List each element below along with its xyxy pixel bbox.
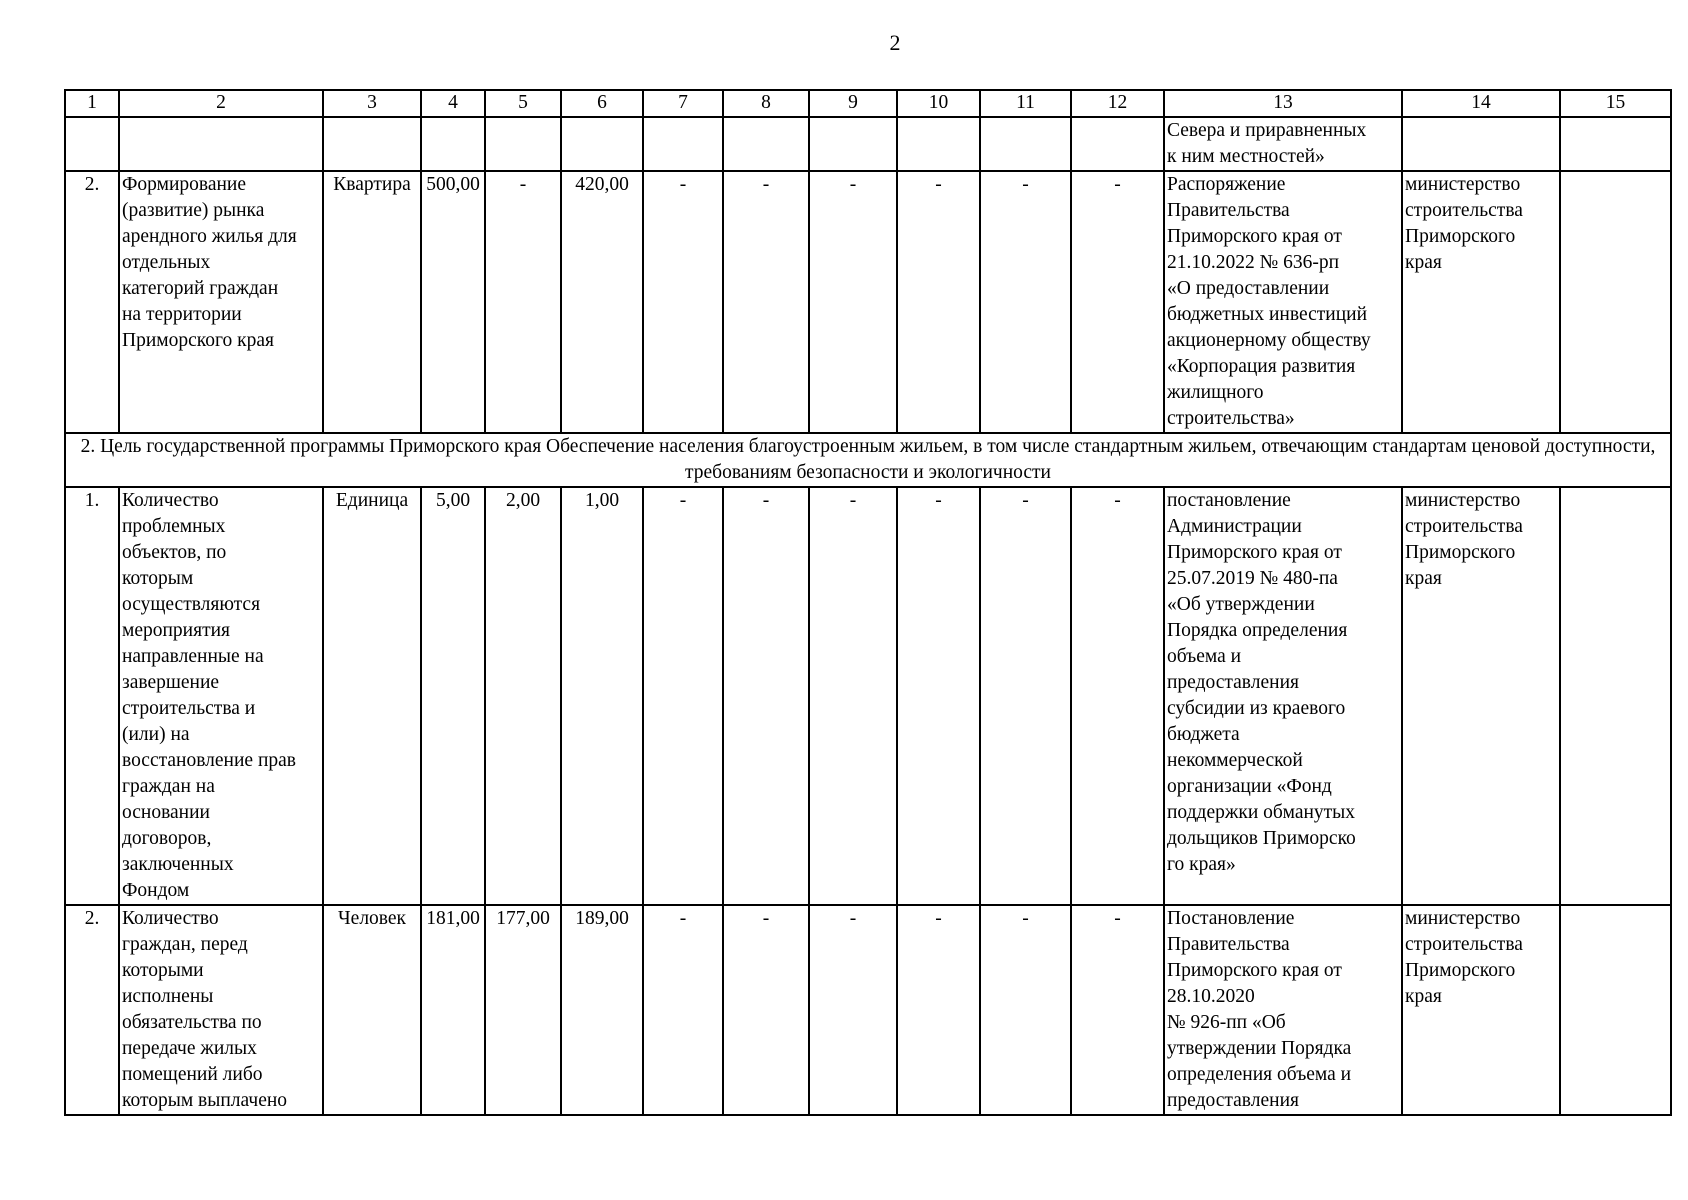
value-cell: - (1071, 905, 1164, 1115)
header-cell: 14 (1402, 90, 1560, 117)
header-cell: 7 (643, 90, 723, 117)
header-cell: 6 (561, 90, 643, 117)
header-cell: 2 (119, 90, 323, 117)
table-cell (897, 117, 980, 171)
table-cell (1560, 487, 1671, 905)
header-cell: 15 (1560, 90, 1671, 117)
value-cell: - (485, 171, 561, 433)
table-cell (1402, 117, 1560, 171)
row-number: 1. (65, 487, 119, 905)
unit-cell: Человек (323, 905, 421, 1115)
table-header-row (65, 90, 1671, 117)
value-cell: - (980, 171, 1071, 433)
goal-row (65, 433, 1671, 487)
value-cell: 177,00 (485, 905, 561, 1115)
value-cell: - (723, 171, 809, 433)
table-cell (485, 117, 561, 171)
table-cell (65, 117, 119, 171)
value-cell: - (897, 171, 980, 433)
value-cell: - (643, 487, 723, 905)
table-cell (421, 117, 485, 171)
value-cell: - (980, 487, 1071, 905)
header-cell: 9 (809, 90, 897, 117)
value-cell: - (809, 171, 897, 433)
header-cell: 8 (723, 90, 809, 117)
table-cell (1560, 905, 1671, 1115)
table-cell (723, 117, 809, 171)
responsible-cell: министерство строительства Приморского края (1402, 905, 1560, 1115)
table-cell (1071, 117, 1164, 171)
unit-cell: Единица (323, 487, 421, 905)
table-row (65, 905, 1671, 1115)
legal-basis-cell: Севера и приравненных к ним местностей» (1164, 117, 1402, 171)
value-cell: - (643, 905, 723, 1115)
table-cell (1560, 117, 1671, 171)
legal-basis-cell: Распоряжение Правительства Приморского края от 21.10.2022 № 636-рп «О предоставлении бюджетных инвестиций акционерному обществу «Корпорация развития жилищного строительства» (1164, 171, 1402, 433)
header-cell: 10 (897, 90, 980, 117)
value-cell: 5,00 (421, 487, 485, 905)
table-cell (119, 117, 323, 171)
value-cell: 2,00 (485, 487, 561, 905)
value-cell: - (809, 487, 897, 905)
responsible-cell: министерство строительства Приморского края (1402, 171, 1560, 433)
header-cell: 4 (421, 90, 485, 117)
value-cell: - (809, 905, 897, 1115)
table-row (65, 171, 1671, 433)
value-cell: - (1071, 487, 1164, 905)
row-number: 2. (65, 171, 119, 433)
header-cell: 5 (485, 90, 561, 117)
value-cell: - (1071, 171, 1164, 433)
value-cell: 181,00 (421, 905, 485, 1115)
indicators-table (64, 89, 1672, 1116)
continuation-row (65, 117, 1671, 171)
table-cell (323, 117, 421, 171)
value-cell: - (897, 905, 980, 1115)
value-cell: 189,00 (561, 905, 643, 1115)
header-cell: 13 (1164, 90, 1402, 117)
table-cell (809, 117, 897, 171)
value-cell: - (723, 905, 809, 1115)
value-cell: 1,00 (561, 487, 643, 905)
indicator-name: Количество проблемных объектов, по которым осуществляются мероприятия направленные на завершение строительства и (или) на восстановление прав граждан на основании договоров, заключенных Фондом (119, 487, 323, 905)
table-row (65, 487, 1671, 905)
value-cell: - (897, 487, 980, 905)
page-number: 2 (889, 30, 901, 55)
table-cell (561, 117, 643, 171)
legal-basis-cell: постановление Администрации Приморского края от 25.07.2019 № 480-па «Об утверждении Порядка определения объема и предоставления субсидии из краевого бюджета некоммерческой организации «Фонд поддержки обманутых дольщиков Приморско го края» (1164, 487, 1402, 905)
table-cell (643, 117, 723, 171)
table-cell (980, 117, 1071, 171)
responsible-cell: министерство строительства Приморского края (1402, 487, 1560, 905)
legal-basis-cell: Постановление Правительства Приморского края от 28.10.2020 № 926-пп «Об утверждении Порядка определения объема и предоставления (1164, 905, 1402, 1115)
table-cell (1560, 171, 1671, 433)
indicator-name: Количество граждан, перед которыми исполнены обязательства по передаче жилых помещений либо которым выплачено (119, 905, 323, 1115)
value-cell: - (643, 171, 723, 433)
value-cell: - (980, 905, 1071, 1115)
row-number: 2. (65, 905, 119, 1115)
indicator-name: Формирование (развитие) рынка арендного жилья для отдельных категорий граждан на территории Приморского края (119, 171, 323, 433)
goal-heading: 2. Цель государственной программы Приморского края Обеспечение населения благоустроенным жильем, в том числе стандартным жильем, отвечающим стандартам ценовой доступности, требованиям безопасности и экологичности (65, 433, 1671, 487)
value-cell: 500,00 (421, 171, 485, 433)
header-cell: 3 (323, 90, 421, 117)
unit-cell: Квартира (323, 171, 421, 433)
value-cell: - (723, 487, 809, 905)
header-cell: 12 (1071, 90, 1164, 117)
value-cell: 420,00 (561, 171, 643, 433)
header-cell: 1 (65, 90, 119, 117)
header-cell: 11 (980, 90, 1071, 117)
